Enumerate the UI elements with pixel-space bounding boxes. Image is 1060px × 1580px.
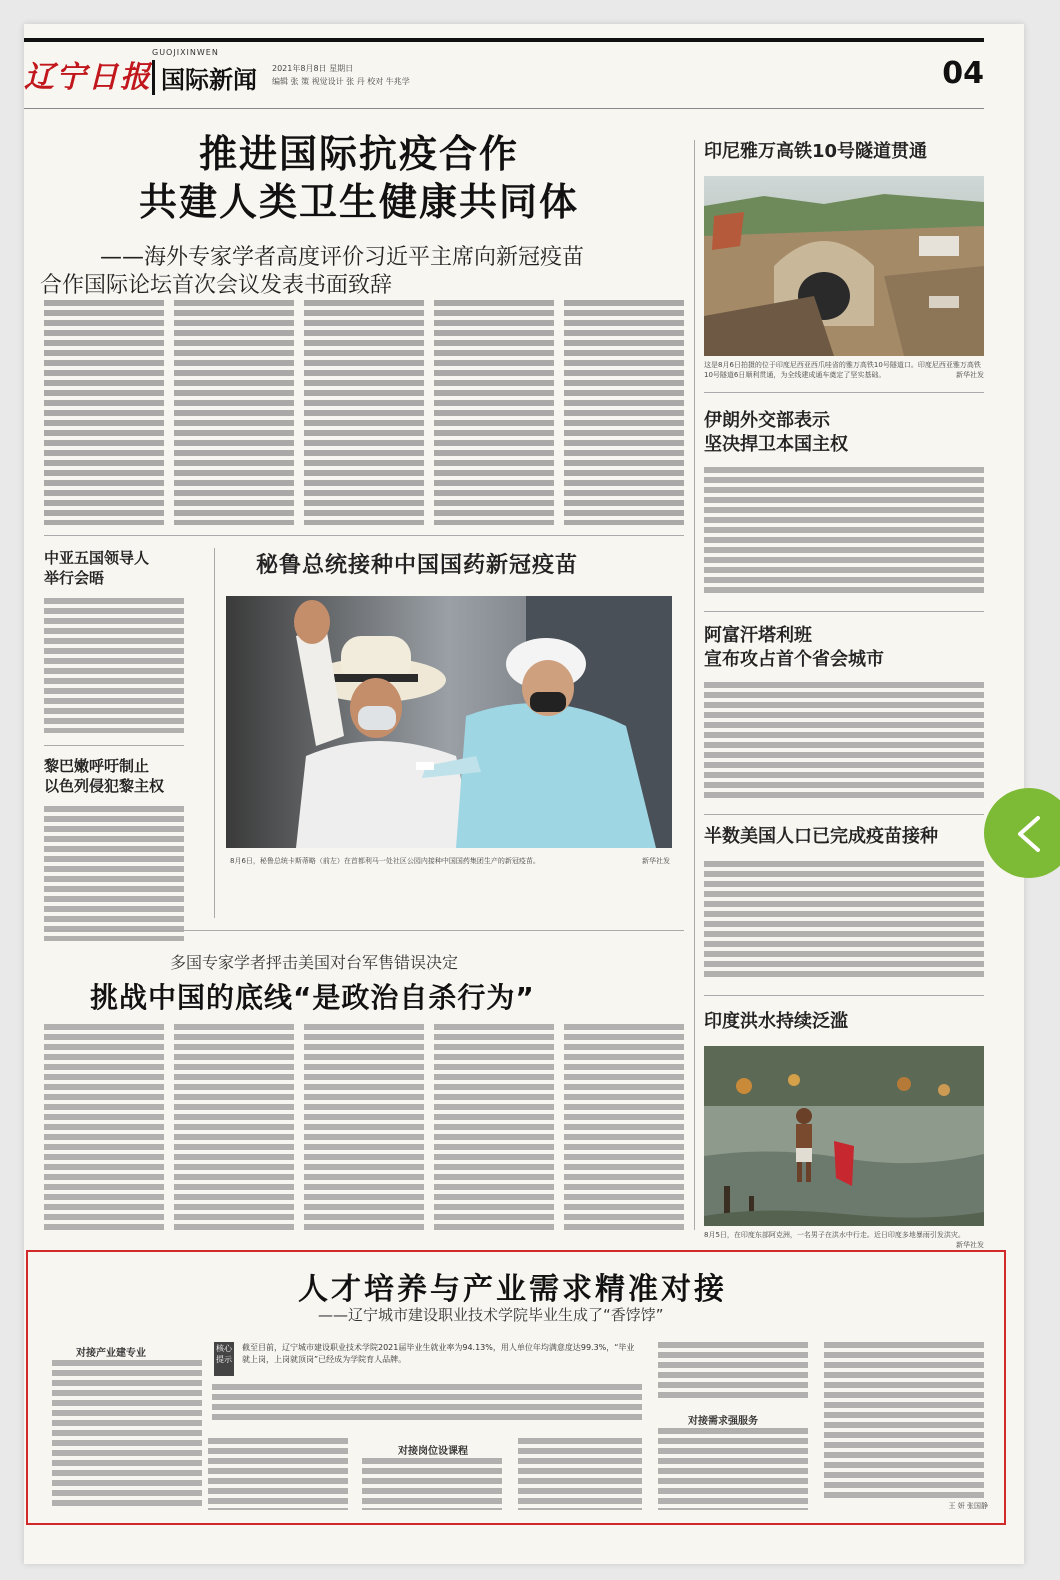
main-body-col: [44, 300, 164, 525]
arms-sale-body: [44, 1024, 684, 1232]
arms-sale-headline: 挑战中国的底线“是政治自杀行为”: [90, 981, 535, 1014]
column-head-industry: 对接产业建专业: [76, 1348, 146, 1359]
newspaper-logo: 辽宁日报: [24, 60, 152, 95]
main-headline: [24, 130, 694, 226]
indonesia-headline: 印尼雅万高铁10号隧道贯通: [704, 141, 928, 162]
main-body-col: [174, 300, 294, 525]
main-body-col: [434, 300, 554, 525]
core-tip-badge: 核心提示: [214, 1342, 234, 1376]
article-intro: 截至目前，辽宁城市建设职业技术学院2021届毕业生就业率为94.13%，用人单位年均满意度达99.3%，“毕业就上岗，上岗就顶岗”已经成为学院育人品牌。: [242, 1343, 635, 1364]
column-rule: [694, 140, 695, 1230]
main-body-col: [304, 300, 424, 525]
arms-body-col: [44, 1024, 164, 1232]
main-story-body: [44, 300, 684, 525]
arms-body-col: [174, 1024, 294, 1232]
masthead: [24, 38, 984, 120]
highlighted-article[interactable]: [26, 1250, 1006, 1525]
peru-credit: 新华社发: [642, 857, 670, 865]
main-headline-line2: 共建人类卫生健康共同体: [138, 180, 579, 224]
peru-vaccination-photo: [226, 596, 672, 848]
industry-body: [52, 1360, 202, 1510]
indonesia-tunnel-photo: [704, 176, 984, 356]
us-vaccine-headline: 半数美国人口已完成疫苗接种: [704, 826, 938, 847]
central-asia-headline-line1: 中亚五国领导人: [44, 549, 150, 567]
section-rule: [44, 930, 684, 931]
indonesia-credit: 新华社发: [956, 371, 984, 379]
peru-headline: 秘鲁总统接种中国国药新冠疫苗: [256, 553, 579, 578]
section-rule: [44, 535, 684, 536]
masthead-top-rule: [24, 38, 984, 42]
courses-body-mid: [362, 1458, 502, 1510]
india-flood-photo: [704, 1046, 984, 1226]
main-subhead-line2: 合作国际论坛首次会议发表书面致辞: [40, 273, 393, 298]
section-rule: [704, 611, 984, 612]
services-body-top: [658, 1342, 808, 1402]
arms-body-col: [564, 1024, 684, 1232]
section-rule: [704, 814, 984, 815]
iran-headline-line2: 坚决捍卫本国主权: [704, 434, 848, 455]
lebanon-headline-line2: 以色列侵犯黎主权: [44, 777, 165, 795]
masthead-bottom-rule: [24, 108, 984, 109]
india-caption: 8月5日，在印度东部阿克洲，一名男子在洪水中行走。近日印度多地暴雨引发洪灾。 新华社发: [704, 1231, 984, 1249]
main-subhead-line1: ——海外专家学者高度评价习近平主席向新冠疫苗: [100, 245, 585, 270]
lebanon-body: [44, 806, 184, 941]
courses-body-left: [208, 1438, 348, 1510]
afghan-headline-line2: 宣布攻占首个省会城市: [704, 649, 884, 670]
column-head-services: 对接需求强服务: [688, 1416, 758, 1427]
column-rule: [214, 548, 215, 918]
section-pinyin: GUOJIXINWEN: [152, 48, 219, 57]
central-asia-headline-line2: 举行会晤: [44, 569, 105, 587]
chevron-left-icon: [1010, 814, 1050, 854]
courses-body-right: [518, 1438, 642, 1510]
us-vaccine-body: [704, 861, 984, 981]
section-rule: [704, 392, 984, 393]
arms-body-col: [304, 1024, 424, 1232]
central-asia-body: [44, 598, 184, 733]
india-credit: 新华社发: [956, 1241, 984, 1249]
indonesia-caption: 这是8月6日拍摄的位于印度尼西亚西爪哇省的雅万高铁10号隧道口。印度尼西亚雅万高铁10号隧道6日顺利贯通，为全线建成通车奠定了坚实基础。 新华社发: [704, 361, 984, 379]
arms-body-col: [434, 1024, 554, 1232]
left-short-column: [44, 548, 184, 941]
lebanon-headline-line1: 黎巴嫩呼吁制止: [44, 757, 150, 775]
page-number: 04: [942, 56, 984, 91]
article-author: 王 妍 张国静: [948, 1502, 988, 1510]
issue-date: 2021年8月8日 星期日: [272, 64, 354, 73]
right-column: [704, 140, 984, 1250]
column-head-courses: 对接岗位设课程: [398, 1446, 468, 1457]
issue-editors: 编辑 张 策 视觉设计 张 丹 校对 牛兆学: [272, 77, 410, 86]
highlighted-article-title: 人才培养与产业需求精准对接: [298, 1272, 727, 1307]
iran-body: [704, 467, 984, 597]
iran-headline-line1: 伊朗外交部表示: [704, 410, 830, 431]
main-headline-line1: 推进国际抗疫合作: [198, 132, 519, 176]
services-body: [658, 1428, 808, 1510]
afghan-body: [704, 682, 984, 802]
afghan-headline-line1: 阿富汗塔利班: [704, 625, 812, 646]
india-flood-headline: 印度洪水持续泛滥: [704, 1011, 848, 1032]
intro-body: [212, 1384, 642, 1424]
peru-caption: 8月6日，秘鲁总统卡斯蒂略（前左）在首都利马一处社区公园内接种中国国药集团生产的新冠疫苗。 新华社发: [230, 857, 670, 865]
section-name: 国际新闻: [152, 60, 257, 95]
issue-info: [272, 62, 410, 88]
main-body-col: [564, 300, 684, 525]
highlighted-article-subtitle: ——辽宁城市建设职业技术学院毕业生成了“香饽饽”: [318, 1306, 664, 1324]
closing-body: [824, 1342, 984, 1502]
section-rule: [704, 995, 984, 996]
arms-sale-subhead: 多国专家学者抨击美国对台军售错误决定: [170, 953, 459, 972]
main-subhead: [40, 244, 660, 300]
section-rule: [44, 745, 184, 746]
